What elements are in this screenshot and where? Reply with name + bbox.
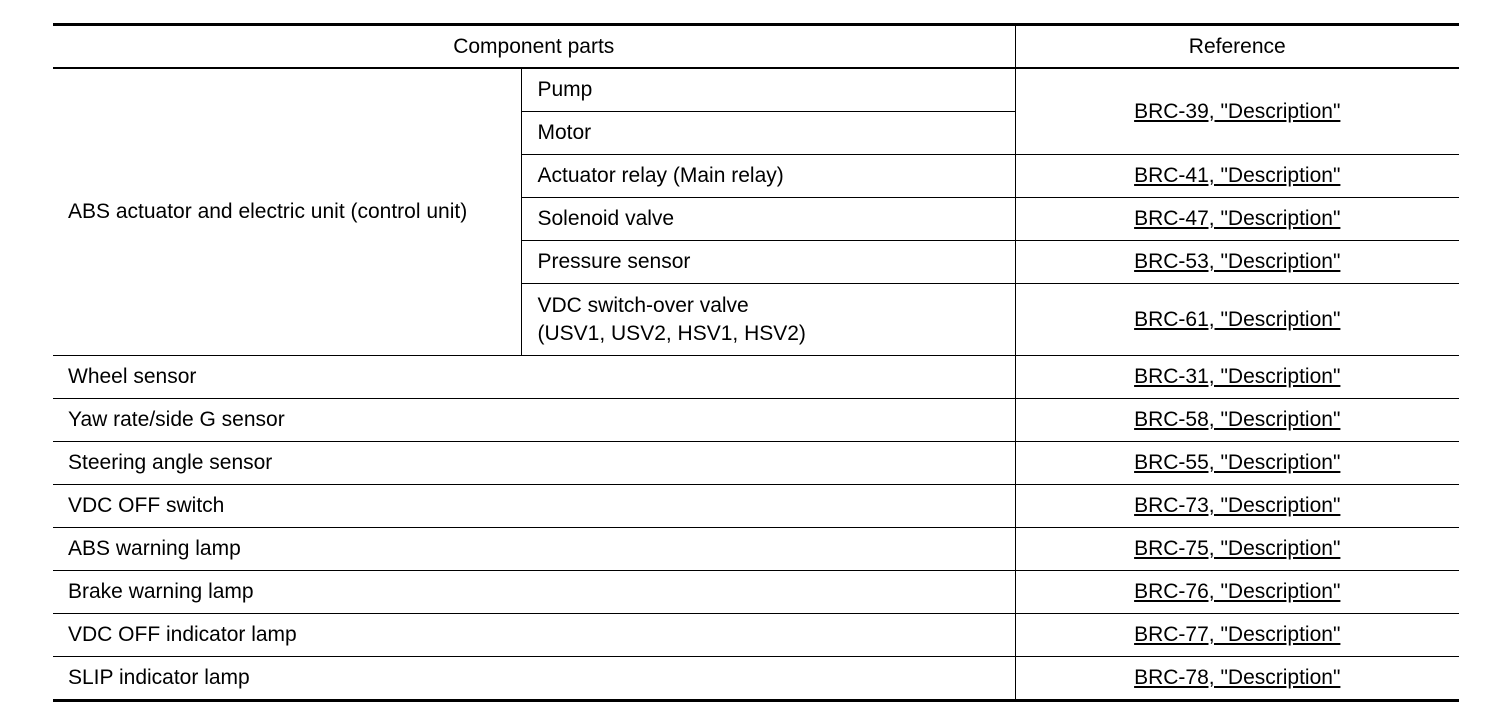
component-name: Brake warning lamp	[53, 571, 1015, 614]
reference-cell	[1015, 528, 1459, 571]
part-actuator-relay: Actuator relay (Main relay)	[521, 155, 1015, 198]
header-reference: Reference	[1015, 25, 1459, 69]
reference-link[interactable]: BRC-47, "Description"	[1134, 207, 1341, 230]
table-row	[53, 399, 1459, 442]
part-name-line2: (USV1, USV2, HSV1, HSV2)	[537, 321, 806, 345]
table-row	[53, 356, 1459, 399]
part-name-line1: VDC switch-over valve	[537, 293, 749, 317]
table-row	[53, 485, 1459, 528]
reference-cell	[1015, 657, 1459, 701]
component-name: Steering angle sensor	[53, 442, 1015, 485]
reference-cell	[1015, 356, 1459, 399]
component-name: Yaw rate/side G sensor	[53, 399, 1015, 442]
table-header-row	[53, 25, 1459, 69]
component-name: ABS warning lamp	[53, 528, 1015, 571]
reference-cell	[1015, 485, 1459, 528]
reference-link[interactable]: BRC-75, "Description"	[1134, 537, 1341, 560]
reference-cell	[1015, 68, 1459, 155]
reference-link[interactable]: BRC-55, "Description"	[1134, 451, 1341, 474]
component-name: VDC OFF indicator lamp	[53, 614, 1015, 657]
table-row	[53, 68, 1459, 112]
reference-link[interactable]: BRC-61, "Description"	[1134, 307, 1341, 331]
reference-cell	[1015, 571, 1459, 614]
table-row	[53, 571, 1459, 614]
reference-link-pump-motor[interactable]: BRC-39, "Description"	[1134, 99, 1341, 123]
component-name: VDC OFF switch	[53, 485, 1015, 528]
component-name: SLIP indicator lamp	[53, 657, 1015, 701]
reference-cell	[1015, 442, 1459, 485]
reference-link[interactable]: BRC-73, "Description"	[1134, 494, 1341, 517]
reference-link[interactable]: BRC-53, "Description"	[1134, 250, 1341, 273]
reference-link[interactable]: BRC-31, "Description"	[1134, 365, 1341, 388]
reference-cell	[1015, 399, 1459, 442]
reference-cell	[1015, 614, 1459, 657]
reference-cell	[1015, 241, 1459, 284]
reference-link[interactable]: BRC-76, "Description"	[1134, 580, 1341, 603]
part-pressure-sensor: Pressure sensor	[521, 241, 1015, 284]
table-row	[53, 657, 1459, 701]
component-reference-table	[53, 23, 1459, 702]
part-vdc-switch-over-valve	[521, 284, 1015, 356]
table-row	[53, 614, 1459, 657]
part-solenoid-valve: Solenoid valve	[521, 198, 1015, 241]
header-component-parts: Component parts	[53, 25, 1015, 69]
part-motor: Motor	[521, 112, 1015, 155]
component-name: Wheel sensor	[53, 356, 1015, 399]
table-row	[53, 528, 1459, 571]
reference-link[interactable]: BRC-77, "Description"	[1134, 623, 1341, 646]
reference-link[interactable]: BRC-78, "Description"	[1134, 666, 1341, 689]
reference-cell	[1015, 284, 1459, 356]
abs-unit-label: ABS actuator and electric unit (control unit)	[53, 68, 521, 356]
reference-cell	[1015, 198, 1459, 241]
table-row	[53, 442, 1459, 485]
reference-cell	[1015, 155, 1459, 198]
reference-link[interactable]: BRC-41, "Description"	[1134, 164, 1341, 187]
part-pump: Pump	[521, 68, 1015, 112]
reference-link[interactable]: BRC-58, "Description"	[1134, 408, 1341, 431]
